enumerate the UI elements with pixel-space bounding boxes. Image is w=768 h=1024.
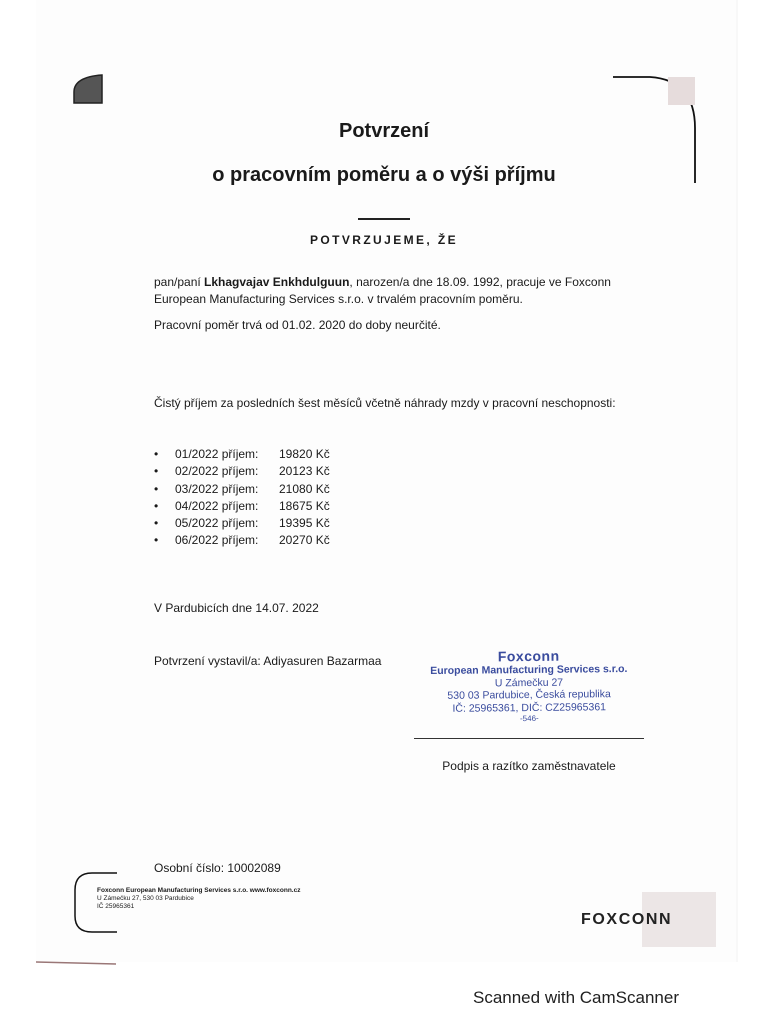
income-item [154,515,330,532]
income-intro: Čistý příjem za posledních šest měsíců včetně náhrady mzdy v pracovní neschopnosti: [154,396,616,410]
employee-paragraph [154,274,620,308]
bullet: • [154,481,159,496]
confirm-heading: POTVRZUJEME, ŽE [309,233,458,247]
stamp-brand: Foxconn [497,647,560,665]
stamp-city: 530 03 Pardubice, Česká republika [447,688,611,703]
employment-duration: Pracovní poměr trvá od 01.02. 2020 do doby neurčité. [154,318,441,332]
footer-id-line: IČ 25965361 [97,903,135,910]
company-stamp [416,647,643,726]
income-month: 06/2022 příjem: [175,533,259,548]
employee-name: Lkhagvajav Enkhdulguun [204,275,350,289]
signature-label: Podpis a razítko zaměstnavatele [442,759,616,773]
income-item [154,481,330,498]
income-month: 04/2022 příjem: [175,498,259,513]
scan-shadow-top-right [668,77,695,105]
foxconn-logo: FOXCONN [581,911,673,928]
corner-mark-top-left [74,75,102,103]
footer-company-line: Foxconn European Manufacturing Services s.r.o. www.foxconn.cz [97,887,301,894]
income-amount: 18675 Kč [279,498,330,513]
income-item [154,498,330,515]
employer-text: European Manufacturing Services s.r.o. v trvalém pracovním poměru. [154,292,523,306]
income-month: 01/2022 příjem: [175,447,259,461]
document-title: Potvrzení [338,120,430,142]
stamp-company: European Manufacturing Services s.r.o. [430,662,628,678]
bullet: • [154,533,159,548]
stamp-street: U Zámečku 27 [494,676,564,689]
income-amount: 20270 Kč [279,533,330,548]
income-amount: 19820 Kč [279,447,330,461]
issued-by: Potvrzení vystavil/a: Adiyasuren Bazarmaa [154,654,382,668]
camscanner-watermark [0,988,768,1008]
income-item [154,532,330,549]
income-month: 02/2022 příjem: [175,464,259,479]
stamp-ids: IČ: 25965361, DIČ: CZ25965361 [452,700,607,715]
bullet: • [154,464,159,479]
footer-address-line: U Zámečku 27, 530 03 Pardubice [97,895,194,902]
employee-prefix: pan/paní [154,275,205,289]
income-item [154,446,330,463]
bullet: • [154,516,159,531]
income-amount: 21080 Kč [279,481,330,496]
income-item [154,463,330,480]
place-date: V Pardubicích dne 14.07. 2022 [154,601,319,615]
bullet: • [154,447,159,461]
income-amount: 19395 Kč [279,516,330,531]
scan-edge-bottom [36,962,116,964]
employee-birth-text: , narozen/a dne 18.09. 1992, pracuje ve Foxconn [349,275,611,289]
income-month: 03/2022 příjem: [175,481,259,496]
income-amount: 20123 Kč [279,464,330,479]
signature-line [414,738,644,739]
stamp-code: -546- [519,714,539,724]
personal-number: Osobní číslo: 10002089 [154,861,281,875]
camscanner-text: Scanned with CamScanner [472,988,679,1007]
title-divider [358,218,410,220]
document-subtitle: o pracovním poměru a o výši příjmu [212,164,556,186]
income-list [154,446,330,550]
bullet: • [154,498,159,513]
income-month: 05/2022 příjem: [175,516,259,531]
footer-company-info [97,887,300,911]
